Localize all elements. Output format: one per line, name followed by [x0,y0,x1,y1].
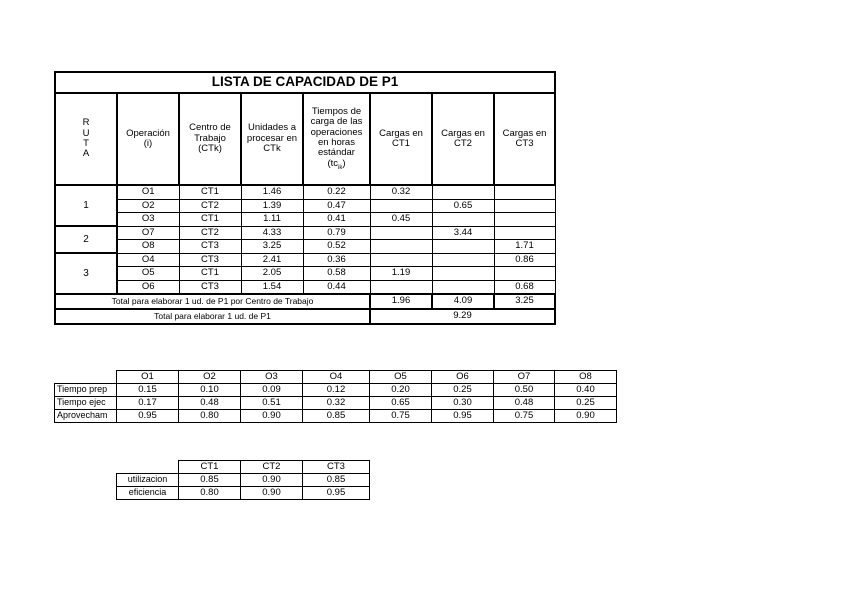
load-ct1-cell: 1.19 [370,267,432,281]
table-row [55,213,555,227]
operation-cell: O8 [117,240,179,254]
table-row [55,280,555,294]
operation-cell: O2 [117,199,179,213]
table-row [55,185,555,199]
time-value-cell: 0.20 [370,384,432,397]
time-value-cell: 0.40 [555,384,617,397]
load-time-cell: 0.36 [303,253,370,267]
operation-cell: O4 [117,253,179,267]
units-cell: 2.41 [241,253,303,267]
header-ruta: R U T A [55,93,117,185]
load-ct1-cell [370,240,432,254]
ct-header: CT1 [179,461,241,474]
operation-cell: O1 [117,185,179,199]
ruta-group: 3 [55,253,117,294]
header-cargas-ct1: Cargas en CT1 [370,93,432,185]
ct-header: CT3 [303,461,370,474]
table-row [55,397,617,410]
load-ct1-cell [370,199,432,213]
load-ct1-cell [370,226,432,240]
times-header-row [55,371,617,384]
load-time-cell: 0.22 [303,185,370,199]
op-header: O4 [303,371,370,384]
load-ct3-cell: 0.68 [494,280,555,294]
units-cell: 1.46 [241,185,303,199]
total-ct-label: Total para elaborar 1 ud. de P1 por Centro de Trabajo [55,294,370,309]
load-time-cell: 0.79 [303,226,370,240]
load-ct3-cell [494,185,555,199]
work-center-cell: CT3 [179,253,241,267]
time-value-cell: 0.65 [370,397,432,410]
row-label: utilizacion [117,474,179,487]
load-ct3-cell [494,213,555,227]
header-cargas-ct2: Cargas en CT2 [432,93,494,185]
load-time-cell: 0.44 [303,280,370,294]
util-value-cell: 0.85 [303,474,370,487]
load-ct3-cell: 0.86 [494,253,555,267]
time-value-cell: 0.95 [117,410,179,423]
table-row [55,240,555,254]
load-ct1-cell: 0.32 [370,185,432,199]
load-ct3-cell [494,226,555,240]
total-ct1: 1.96 [370,294,432,309]
total-ct3: 3.25 [494,294,555,309]
header-centro-trabajo: Centro de Trabajo (CTk) [179,93,241,185]
time-value-cell: 0.48 [494,397,555,410]
util-value-cell: 0.80 [179,487,241,500]
load-time-cell: 0.41 [303,213,370,227]
header-unidades: Unidades a procesar en CTk [241,93,303,185]
util-header-row [117,461,370,474]
load-time-cell: 0.52 [303,240,370,254]
time-value-cell: 0.48 [179,397,241,410]
operation-times-table [54,370,617,423]
ruta-group: 2 [55,226,117,253]
util-value-cell: 0.85 [179,474,241,487]
util-value-cell: 0.90 [241,474,303,487]
load-time-cell: 0.47 [303,199,370,213]
row-label: Tiempo prep [55,384,117,397]
units-cell: 1.39 [241,199,303,213]
load-ct3-cell: 1.71 [494,240,555,254]
op-header: O1 [117,371,179,384]
util-value-cell: 0.90 [241,487,303,500]
table-title: LISTA DE CAPACIDAD DE P1 [55,72,555,93]
load-ct1-cell: 0.45 [370,213,432,227]
op-header: O5 [370,371,432,384]
table-row [55,226,555,240]
load-ct2-cell: 3.44 [432,226,494,240]
time-value-cell: 0.30 [432,397,494,410]
work-center-cell: CT2 [179,199,241,213]
time-value-cell: 0.50 [494,384,555,397]
table-row [55,267,555,281]
time-value-cell: 0.90 [241,410,303,423]
util-value-cell: 0.95 [303,487,370,500]
utilization-table [116,460,370,500]
time-value-cell: 0.12 [303,384,370,397]
operation-cell: O6 [117,280,179,294]
load-time-cell: 0.58 [303,267,370,281]
time-value-cell: 0.85 [303,410,370,423]
ruta-group: 1 [55,185,117,226]
time-value-cell: 0.25 [555,397,617,410]
row-label: eficiencia [117,487,179,500]
load-ct2-cell [432,240,494,254]
work-center-cell: CT3 [179,240,241,254]
table-row [55,253,555,267]
load-ct3-cell [494,199,555,213]
table-row [55,384,617,397]
operation-cell: O7 [117,226,179,240]
work-center-cell: CT1 [179,267,241,281]
units-cell: 1.11 [241,213,303,227]
load-ct2-cell [432,267,494,281]
time-value-cell: 0.51 [241,397,303,410]
ct-header: CT2 [241,461,303,474]
time-value-cell: 0.15 [117,384,179,397]
load-ct2-cell: 0.65 [432,199,494,213]
load-ct2-cell [432,280,494,294]
time-value-cell: 0.17 [117,397,179,410]
work-center-cell: CT1 [179,185,241,199]
table-row [117,474,370,487]
row-label: Aprovecham [55,410,117,423]
units-cell: 2.05 [241,267,303,281]
load-ct2-cell [432,213,494,227]
units-cell: 1.54 [241,280,303,294]
op-header: O8 [555,371,617,384]
operation-cell: O5 [117,267,179,281]
load-ct1-cell [370,253,432,267]
load-ct3-cell [494,267,555,281]
time-value-cell: 0.32 [303,397,370,410]
total-label: Total para elaborar 1 ud. de P1 [55,309,370,324]
time-value-cell: 0.90 [555,410,617,423]
op-header: O6 [432,371,494,384]
work-center-cell: CT2 [179,226,241,240]
op-header: O3 [241,371,303,384]
load-ct2-cell [432,185,494,199]
time-value-cell: 0.25 [432,384,494,397]
header-cargas-ct3: Cargas en CT3 [494,93,555,185]
header-operacion: Operación (i) [117,93,179,185]
work-center-cell: CT3 [179,280,241,294]
work-center-cell: CT1 [179,213,241,227]
time-value-cell: 0.75 [494,410,555,423]
time-value-cell: 0.80 [179,410,241,423]
header-tiempos: Tiempos de carga de las operaciones en horas estándar $(tc_{ik})$ [303,93,370,185]
row-label: Tiempo ejec [55,397,117,410]
blank-cell [117,461,179,474]
units-cell: 4.33 [241,226,303,240]
load-ct2-cell [432,253,494,267]
units-cell: 3.25 [241,240,303,254]
capacity-list-table [54,71,556,325]
total-value: 9.29 [370,309,555,324]
table-row [55,410,617,423]
table-row [117,487,370,500]
op-header: O2 [179,371,241,384]
time-value-cell: 0.09 [241,384,303,397]
op-header: O7 [494,371,555,384]
operation-cell: O3 [117,213,179,227]
table-row [55,199,555,213]
time-value-cell: 0.95 [432,410,494,423]
load-ct1-cell [370,280,432,294]
time-value-cell: 0.10 [179,384,241,397]
time-value-cell: 0.75 [370,410,432,423]
blank-cell [55,371,117,384]
total-ct2: 4.09 [432,294,494,309]
